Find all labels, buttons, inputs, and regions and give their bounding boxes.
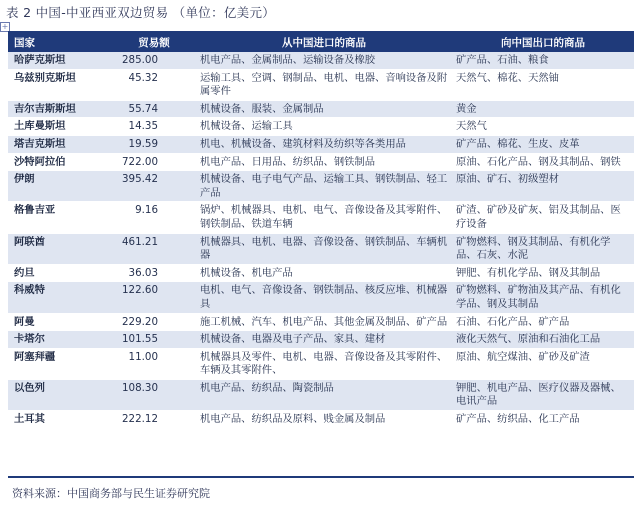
exports-cell: 矿产品、石油、粮食 bbox=[452, 52, 634, 69]
table-caption: 表 2 中国-中亚西亚双边贸易 （单位：亿美元） bbox=[6, 5, 276, 20]
exports-cell: 钾肥、有机化学品、钢及其制品 bbox=[452, 264, 634, 282]
trade-value-cell: 122.60 bbox=[112, 282, 196, 313]
table-row bbox=[8, 233, 634, 264]
imports-cell: 机电产品、纺织品、陶瓷制品 bbox=[196, 379, 452, 410]
exports-cell: 矿产品、棉花、生皮、皮革 bbox=[452, 135, 634, 153]
country-cell: 阿联酋 bbox=[8, 233, 112, 264]
exports-cell: 原油、矿石、初级塑材 bbox=[452, 171, 634, 202]
exports-cell: 矿物燃料、矿物油及其产品、有机化学品、钢及其制品 bbox=[452, 282, 634, 313]
imports-cell: 机械设备、电器及电子产品、家具、建材 bbox=[196, 331, 452, 349]
exports-cell: 矿物燃料、钢及其制品、有机化学品、石灰、水泥 bbox=[452, 233, 634, 264]
trade-value-cell: 55.74 bbox=[112, 100, 196, 118]
exports-cell: 液化天然气、原油和石油化工品 bbox=[452, 331, 634, 349]
country-cell: 沙特阿拉伯 bbox=[8, 153, 112, 171]
source-note: 资料来源：中国商务部与民生证券研究院 bbox=[12, 487, 210, 500]
table-row bbox=[8, 313, 634, 331]
trade-value-cell: 285.00 bbox=[112, 52, 196, 69]
table-row bbox=[8, 379, 634, 410]
exports-cell: 天然气、棉花、天然铀 bbox=[452, 69, 634, 100]
imports-cell: 机电、机械设备、建筑材料及纺织等各类用品 bbox=[196, 135, 452, 153]
country-cell: 阿曼 bbox=[8, 313, 112, 331]
imports-cell: 机电产品、日用品、纺织品、钢铁制品 bbox=[196, 153, 452, 171]
exports-cell: 原油、石化产品、钢及其制品、钢铁 bbox=[452, 153, 634, 171]
country-cell: 阿塞拜疆 bbox=[8, 348, 112, 379]
trade-value-cell: 11.00 bbox=[112, 348, 196, 379]
imports-cell: 机械设备、机电产品 bbox=[196, 264, 452, 282]
trade-value-cell: 14.35 bbox=[112, 118, 196, 136]
table-row bbox=[8, 331, 634, 349]
imports-cell: 运输工具、空调、钢制品、电机、电器、音响设备及附属零件 bbox=[196, 69, 452, 100]
header-exports: 向中国出口的商品 bbox=[452, 33, 634, 52]
country-cell: 土耳其 bbox=[8, 411, 112, 429]
trade-value-cell: 101.55 bbox=[112, 331, 196, 349]
exports-cell: 钾肥、机电产品、医疗仪器及器械、电讯产品 bbox=[452, 379, 634, 410]
exports-cell: 天然气 bbox=[452, 118, 634, 136]
imports-cell: 电机、电气、音像设备、钢铁制品、核反应堆、机械器具 bbox=[196, 282, 452, 313]
imports-cell: 机械设备、运输工具 bbox=[196, 118, 452, 136]
imports-cell: 锅炉、机械器具、电机、电气、音像设备及其零附件、钢铁制品、铁道车辆 bbox=[196, 202, 452, 233]
table-row bbox=[8, 264, 634, 282]
country-cell: 以色列 bbox=[8, 379, 112, 410]
trade-value-cell: 19.59 bbox=[112, 135, 196, 153]
table-row bbox=[8, 100, 634, 118]
header-imports: 从中国进口的商品 bbox=[196, 33, 452, 52]
exports-cell: 矿产品、纺织品、化工产品 bbox=[452, 411, 634, 429]
exports-cell: 原油、航空煤油、矿砂及矿渣 bbox=[452, 348, 634, 379]
table-row bbox=[8, 52, 634, 69]
country-cell: 吉尔吉斯斯坦 bbox=[8, 100, 112, 118]
imports-cell: 机电产品、纺织品及原料、贱金属及制品 bbox=[196, 411, 452, 429]
trade-value-cell: 36.03 bbox=[112, 264, 196, 282]
table-row bbox=[8, 171, 634, 202]
imports-cell: 机械器具、电机、电器、音像设备、钢铁制品、车辆机器 bbox=[196, 233, 452, 264]
exports-cell: 黄金 bbox=[452, 100, 634, 118]
trade-value-cell: 229.20 bbox=[112, 313, 196, 331]
country-cell: 科威特 bbox=[8, 282, 112, 313]
header-country: 国家 bbox=[8, 33, 112, 52]
trade-value-cell: 108.30 bbox=[112, 379, 196, 410]
table-row bbox=[8, 153, 634, 171]
exports-cell: 矿渣、矿砂及矿灰、铝及其制品、医疗设备 bbox=[452, 202, 634, 233]
table-row bbox=[8, 348, 634, 379]
table-row bbox=[8, 411, 634, 429]
imports-cell: 机械设备、电子电气产品、运输工具、钢铁制品、轻工产品 bbox=[196, 171, 452, 202]
country-cell: 乌兹别克斯坦 bbox=[8, 69, 112, 100]
trade-value-cell: 395.42 bbox=[112, 171, 196, 202]
header-trade: 贸易额 bbox=[112, 33, 196, 52]
table-header-row bbox=[8, 33, 634, 52]
table-row bbox=[8, 202, 634, 233]
imports-cell: 施工机械、汽车、机电产品、其他金属及制品、矿产品 bbox=[196, 313, 452, 331]
trade-value-cell: 722.00 bbox=[112, 153, 196, 171]
imports-cell: 机械设备、服装、金属制品 bbox=[196, 100, 452, 118]
country-cell: 约旦 bbox=[8, 264, 112, 282]
country-cell: 格鲁吉亚 bbox=[8, 202, 112, 233]
country-cell: 土库曼斯坦 bbox=[8, 118, 112, 136]
table-row bbox=[8, 282, 634, 313]
trade-value-cell: 45.32 bbox=[112, 69, 196, 100]
imports-cell: 机械器具及零件、电机、电器、音像设备及其零附件、车辆及其零附件、 bbox=[196, 348, 452, 379]
table-row bbox=[8, 135, 634, 153]
country-cell: 哈萨克斯坦 bbox=[8, 52, 112, 69]
trade-value-cell: 222.12 bbox=[112, 411, 196, 429]
trade-table bbox=[8, 33, 634, 429]
exports-cell: 石油、石化产品、矿产品 bbox=[452, 313, 634, 331]
table-body bbox=[8, 52, 634, 428]
country-cell: 伊朗 bbox=[8, 171, 112, 202]
country-cell: 卡塔尔 bbox=[8, 331, 112, 349]
table-anchor-icon[interactable]: + bbox=[1, 22, 9, 31]
imports-cell: 机电产品、金属制品、运输设备及橡胶 bbox=[196, 52, 452, 69]
table-row bbox=[8, 69, 634, 100]
trade-value-cell: 461.21 bbox=[112, 233, 196, 264]
trade-value-cell: 9.16 bbox=[112, 202, 196, 233]
country-cell: 塔吉克斯坦 bbox=[8, 135, 112, 153]
table-row bbox=[8, 118, 634, 136]
bottom-rule bbox=[8, 476, 634, 478]
